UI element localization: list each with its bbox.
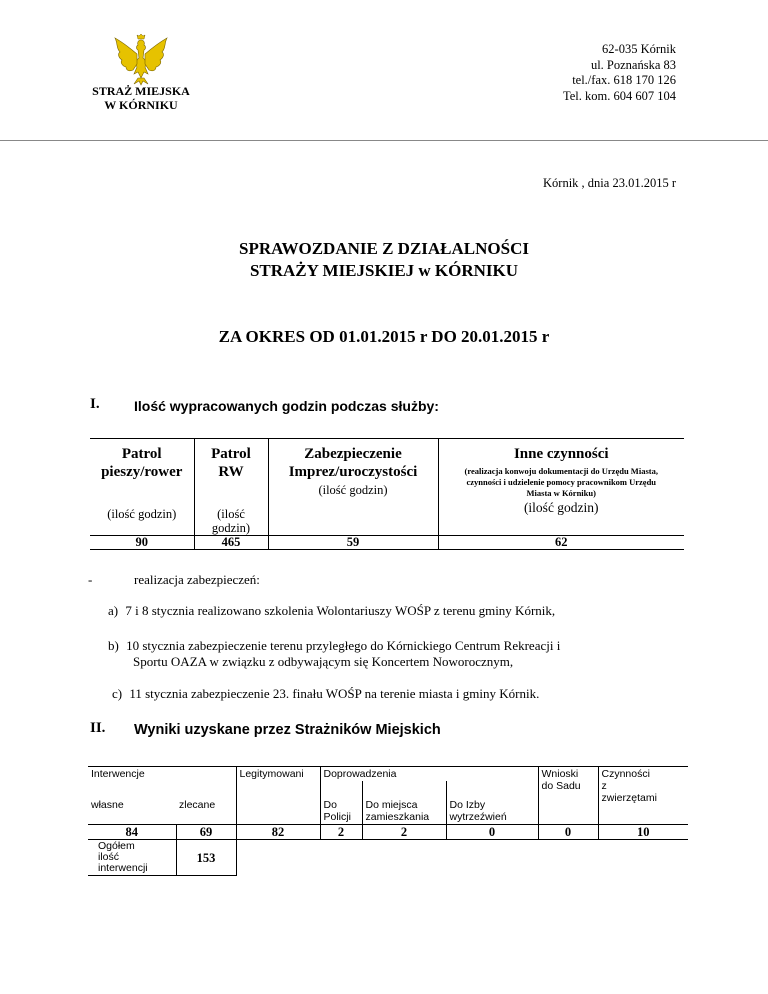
header-divider [0, 140, 768, 141]
wlasne-header: własne [91, 799, 124, 811]
value-patrol-rw: 465 [194, 536, 268, 550]
address-block [563, 42, 676, 104]
value-ogolem: 153 [176, 840, 236, 876]
col-patrol-rw-header [194, 439, 268, 498]
value-legitymowani: 82 [236, 825, 320, 840]
label-line: Ogółem [98, 840, 135, 852]
label-line: ilość [98, 851, 120, 863]
eagle-emblem-icon [112, 34, 170, 86]
header-line: zamieszkania [365, 811, 430, 823]
do-policji-header [320, 781, 362, 825]
header-line: RW [218, 464, 244, 480]
col-inne-header [438, 439, 684, 536]
header-line: Inne czynności [513, 446, 609, 462]
list-item [108, 638, 560, 654]
list-item-text: Sportu OAZA w związku z odbywającym się Koncertem Noworocznym, [133, 654, 514, 669]
value-czynnosci: 10 [598, 825, 688, 840]
doprowadzenia-header: Doprowadzenia [320, 767, 538, 782]
bullet-dash: - [88, 572, 93, 587]
list-item-text: 10 stycznia zabezpieczenie terenu przyległego do Kórnickiego Centrum Rekreacji i [126, 638, 561, 653]
address-line: ul. Poznańska 83 [590, 57, 676, 72]
zlecane-header: zlecane [179, 799, 216, 811]
document-date: Kórnik , dnia 23.01.2015 r [543, 176, 676, 190]
list-item [112, 686, 539, 702]
unit-label: (ilość godzin) [523, 500, 599, 515]
header-line: Do [323, 799, 337, 811]
header-line: Patrol [121, 446, 162, 462]
header-line: Do miejsca [365, 799, 418, 811]
list-item-label: a) [108, 603, 119, 618]
header-line: pieszy/rower [101, 464, 183, 480]
ogolem-label [88, 840, 176, 876]
section-2-number: II. [90, 720, 106, 736]
value-wnioski: 0 [538, 825, 598, 840]
header-line: Imprez/uroczystości [288, 464, 418, 480]
header-line: Wnioski [541, 768, 579, 780]
header-line: wytrzeźwień [449, 811, 507, 823]
col-patrol-pieszy-header [90, 439, 194, 498]
list-item-label: c) [112, 686, 123, 701]
value-do-izby: 0 [446, 825, 538, 840]
address-line: 62-035 Kórnik [602, 42, 676, 56]
title-line-1: SPRAWOZDANIE Z DZIAŁALNOŚCI [238, 239, 529, 258]
header-line: Do Izby [449, 799, 486, 811]
list-item-text: 11 stycznia zabezpieczenie 23. finału WOŚP na terenie miasta i gminy Kórnik. [129, 686, 540, 701]
org-line-1: STRAŻ MIEJSKA [92, 84, 190, 98]
inne-note: (realizacja konwoju dokumentacji do Urzędu Miasta, czynności i udzielenie pomocy pracownikom Urzędu Miasta w Kórniku) [464, 466, 658, 498]
header-line: z [601, 780, 607, 792]
section-1-number: I. [90, 396, 100, 412]
organization-name [80, 84, 202, 112]
header-line: Policji [323, 811, 351, 823]
value-zlecane: 69 [176, 825, 236, 840]
list-item-label: b) [108, 638, 119, 653]
value-patrol-pieszy: 90 [90, 536, 194, 550]
bullet-text: realizacja zabezpieczeń: [134, 572, 260, 587]
value-do-policji: 2 [320, 825, 362, 840]
header-line: Patrol [211, 446, 251, 462]
list-item [108, 603, 555, 619]
legitymowani-header: Legitymowani [236, 767, 320, 825]
empty-cell [268, 497, 438, 536]
address-line: tel./fax. 618 170 126 [572, 73, 676, 87]
czynnosci-header [598, 767, 688, 825]
header-line: do Sadu [541, 780, 581, 792]
unit-line: (ilość [217, 507, 245, 521]
address-line: Tel. kom. 604 607 104 [562, 88, 676, 103]
value-zabezpieczenie: 59 [268, 536, 438, 550]
empty-cell [236, 840, 688, 876]
section-2-title: Wyniki uzyskane przez Strażników Miejskich [134, 722, 441, 738]
title-line-2: STRAŻY MIEJSKIEJ w KÓRNIKU [249, 261, 519, 280]
unit-label: (ilość godzin) [318, 483, 388, 497]
col-zabezpieczenie-header [268, 439, 438, 498]
unit-label [194, 497, 268, 536]
interwencje-header: Interwencje [88, 767, 236, 782]
value-wlasne: 84 [88, 825, 176, 840]
value-inne: 62 [438, 536, 684, 550]
hours-table [90, 438, 684, 550]
do-izby-header [446, 781, 538, 825]
unit-label: (ilość godzin) [107, 507, 177, 521]
header-line: Zabezpieczenie [304, 446, 402, 462]
results-table [88, 766, 688, 876]
value-do-miejsca: 2 [362, 825, 446, 840]
wnioski-header [538, 767, 598, 825]
label-line: interwencji [98, 862, 148, 874]
header-line: Czynności [601, 768, 650, 780]
list-item-text: 7 i 8 stycznia realizowano szkolenia Wolontariuszy WOŚP z terenu gminy Kórnik, [125, 603, 556, 618]
section-1-title: Ilość wypracowanych godzin podczas służby: [134, 398, 439, 414]
do-miejsca-header [362, 781, 446, 825]
org-line-2: W KÓRNIKU [104, 98, 178, 112]
list-item-continuation [133, 654, 513, 670]
document-title [0, 238, 768, 282]
unit-line: godzin) [211, 521, 251, 535]
header-line: zwierzętami [601, 792, 657, 804]
report-period: ZA OKRES OD 01.01.2015 r DO 20.01.2015 r [218, 327, 550, 346]
